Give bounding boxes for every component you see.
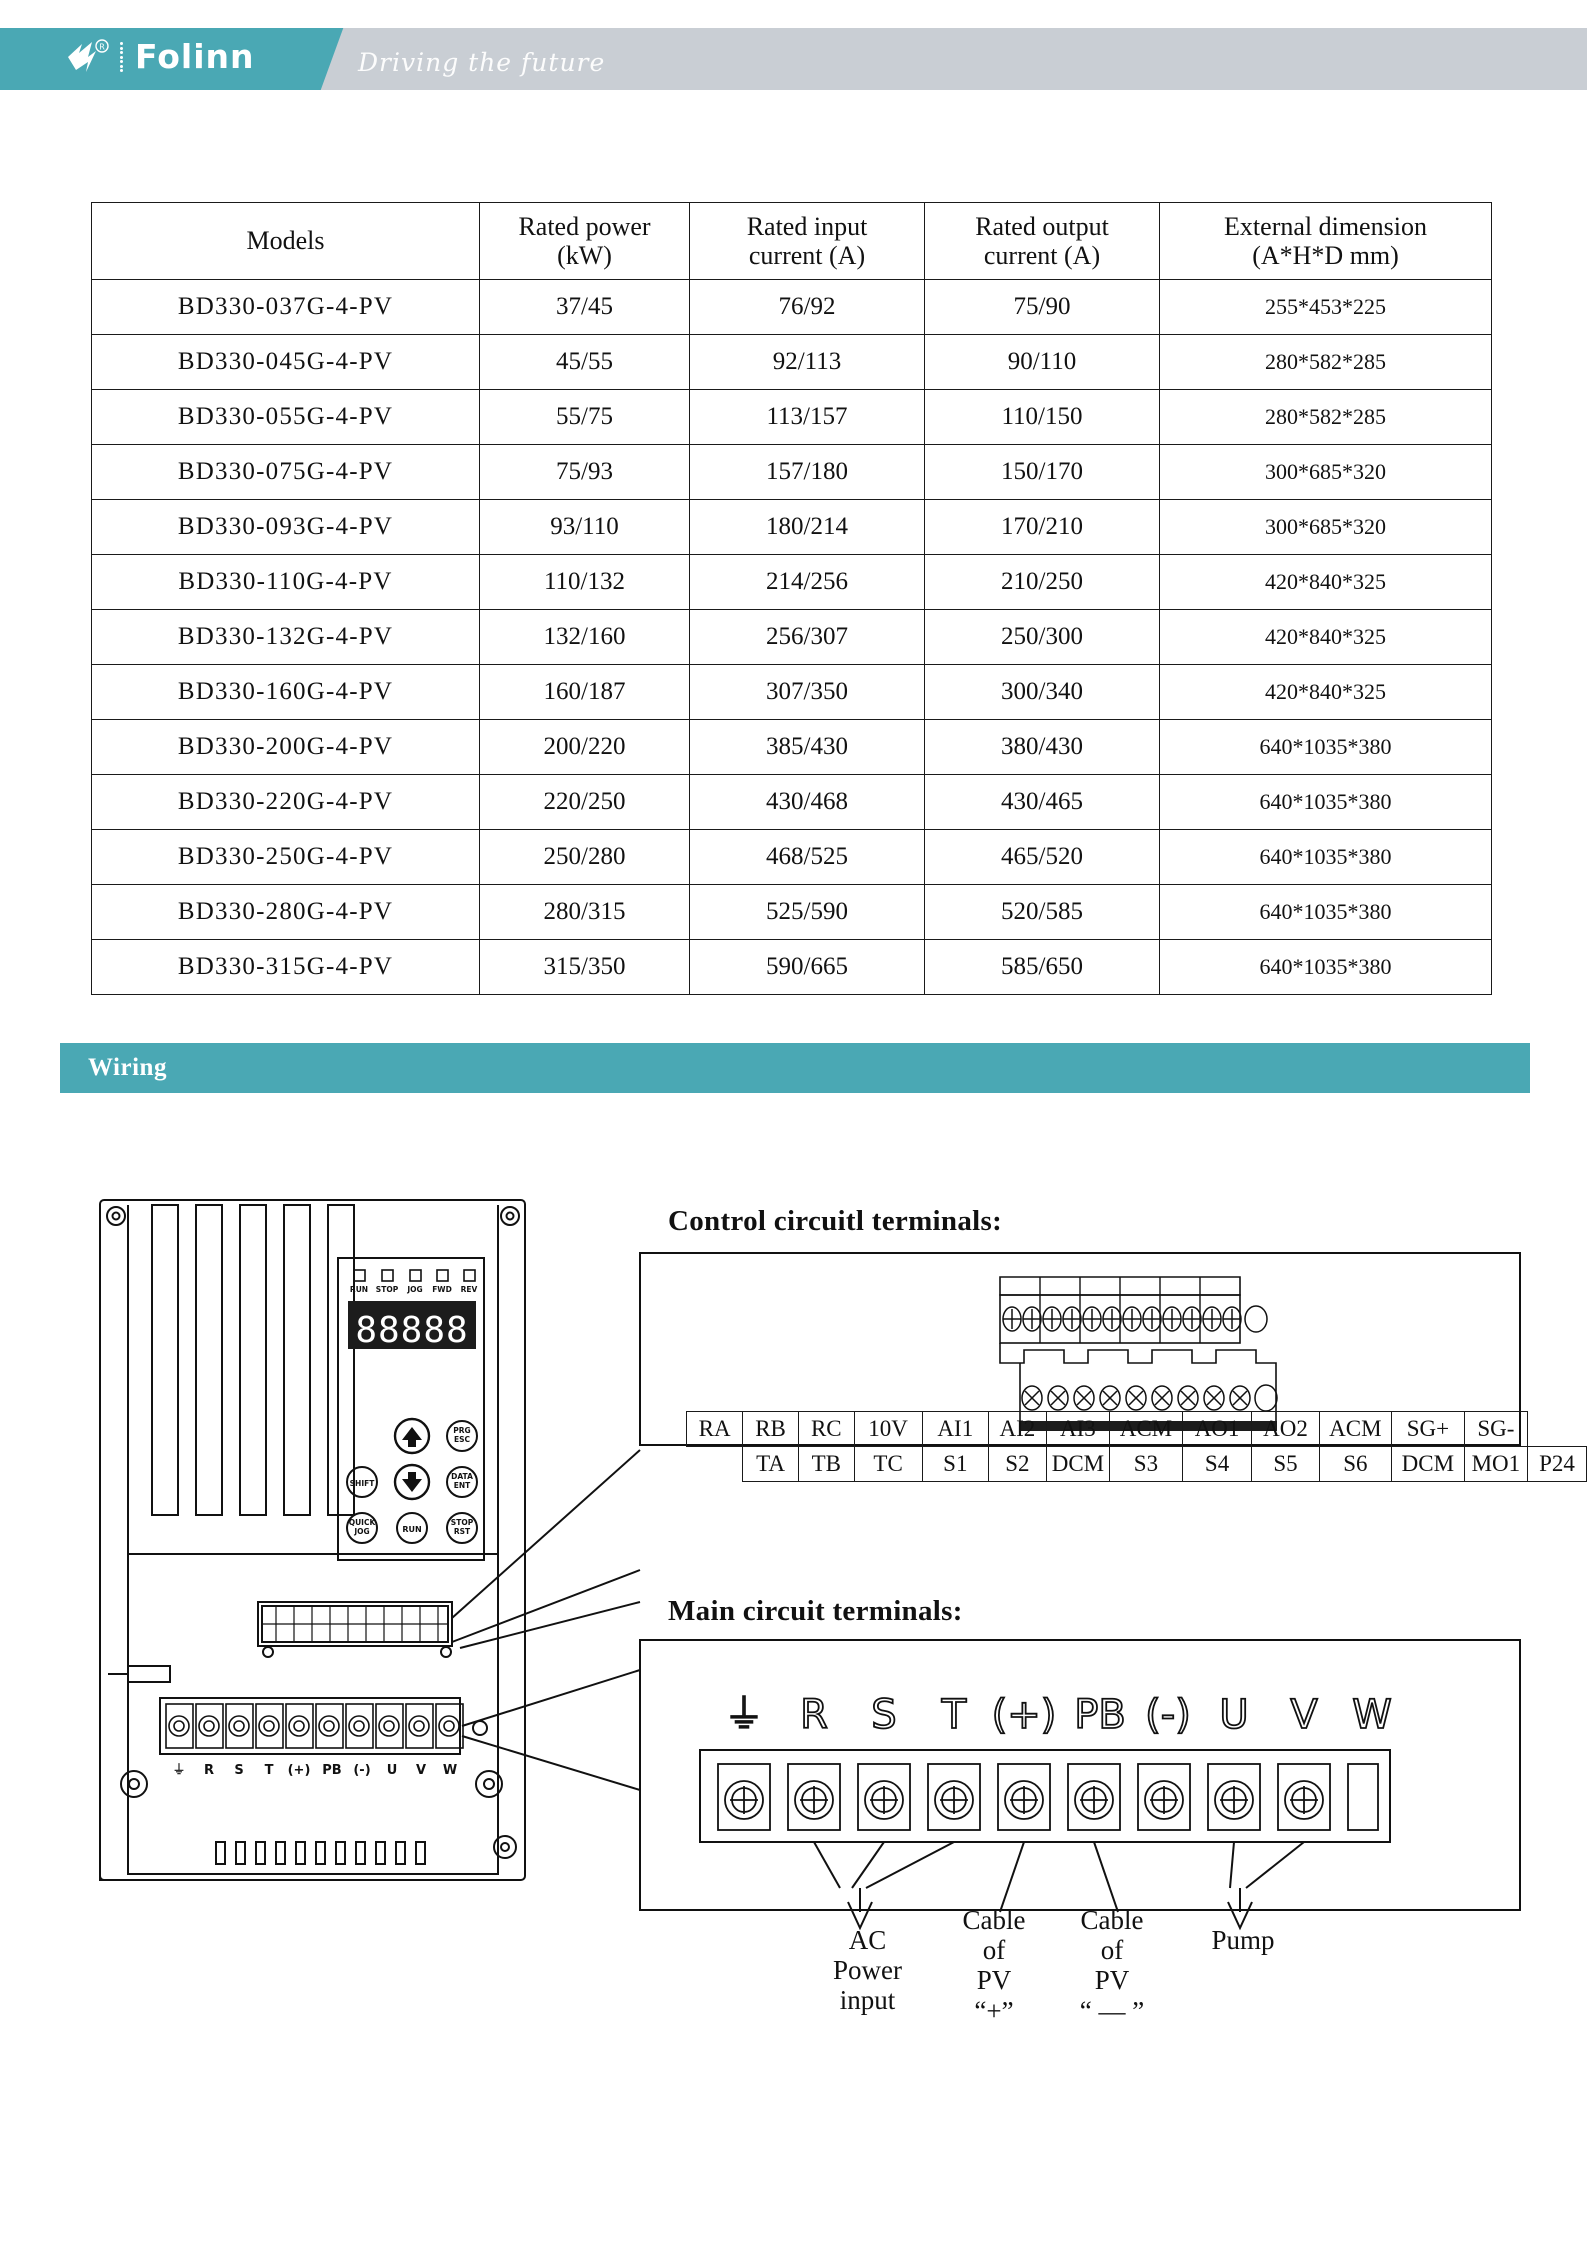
control-terminal-label-table	[686, 1411, 1587, 1482]
main-terminals-title: Main circuit terminals:	[668, 1595, 963, 1627]
led-label-rev: REV	[460, 1285, 478, 1294]
seven-segment-display: 88888	[355, 1310, 469, 1351]
cell-rated-power: 220/250	[480, 775, 690, 830]
svg-text:SHIFT: SHIFT	[349, 1479, 375, 1488]
label-line: AC	[848, 1925, 887, 1955]
led-label-jog: JOG	[407, 1285, 423, 1294]
wiring-section-bar	[60, 1043, 1530, 1093]
cell-model: BD330-110G-4-PV	[92, 555, 480, 610]
cell-rated-output-current: 75/90	[925, 280, 1160, 335]
table-row	[92, 555, 1492, 610]
brand-name: Folinn	[135, 37, 255, 76]
table-row	[92, 610, 1492, 665]
cell-rated-input-current: 468/525	[690, 830, 925, 885]
cell-external-dimension: 300*685*320	[1160, 500, 1492, 555]
cell-rated-power: 93/110	[480, 500, 690, 555]
cell-model: BD330-315G-4-PV	[92, 940, 480, 995]
svg-text:STOP: STOP	[450, 1518, 474, 1527]
cell-rated-output-current: 150/170	[925, 445, 1160, 500]
svg-text:ESC: ESC	[453, 1435, 471, 1444]
cell-rated-power: 37/45	[480, 280, 690, 335]
drive-terminal-plus: (+)	[287, 1763, 311, 1778]
control-terminal-top-ai1: AI1	[922, 1412, 989, 1447]
cell-rated-input-current: 256/307	[690, 610, 925, 665]
control-terminal-top-acm: ACM	[1110, 1412, 1183, 1447]
drive-terminal-u: U	[386, 1763, 398, 1778]
col-header-rated-input-current: Rated input current (A)	[690, 203, 925, 280]
control-terminal-bottom-s5: S5	[1252, 1447, 1319, 1482]
drive-terminal-pb: PB	[322, 1763, 342, 1778]
control-terminal-bottom-dcm: DCM	[1392, 1447, 1465, 1482]
control-terminal-row-top	[687, 1412, 1587, 1447]
cell-rated-power: 280/315	[480, 885, 690, 940]
control-terminal-top-sg: SG-	[1464, 1412, 1527, 1447]
cell-rated-power: 110/132	[480, 555, 690, 610]
control-terminal-row-bottom	[687, 1447, 1587, 1482]
control-terminal-bottom-tb: TB	[798, 1447, 854, 1482]
cell-rated-power: 160/187	[480, 665, 690, 720]
control-terminal-bottom-s1: S1	[922, 1447, 989, 1482]
cell-external-dimension: 420*840*325	[1160, 665, 1492, 720]
cell-rated-input-current: 307/350	[690, 665, 925, 720]
table-row	[92, 830, 1492, 885]
led-label-run: RUN	[349, 1285, 369, 1294]
table-row	[92, 445, 1492, 500]
svg-text:DATA: DATA	[451, 1472, 473, 1481]
cell-rated-output-current: 90/110	[925, 335, 1160, 390]
cell-model: BD330-280G-4-PV	[92, 885, 480, 940]
svg-text:V: V	[1290, 1692, 1318, 1738]
control-terminal-top-ra: RA	[687, 1412, 743, 1447]
cell-rated-power: 200/220	[480, 720, 690, 775]
label-line: input	[839, 1985, 896, 2016]
cell-model: BD330-075G-4-PV	[92, 445, 480, 500]
svg-text:⏚: ⏚	[724, 1692, 764, 1738]
cell-model: BD330-055G-4-PV	[92, 390, 480, 445]
cell-rated-output-current: 430/465	[925, 775, 1160, 830]
label-line: “+”	[974, 1995, 1014, 2026]
svg-text:W: W	[1352, 1692, 1392, 1738]
drive-terminal-s: S	[234, 1763, 244, 1778]
cell-external-dimension: 640*1035*380	[1160, 775, 1492, 830]
control-terminal-bottom-s3: S3	[1110, 1447, 1183, 1482]
drive-terminal-t: T	[264, 1763, 274, 1778]
control-terminal-bottom-ta: TA	[743, 1447, 799, 1482]
cell-rated-output-current: 210/250	[925, 555, 1160, 610]
label-cable-of-pv-plus	[935, 1905, 1053, 2026]
drive-terminal-ground: ⏚	[172, 1763, 186, 1778]
cell-rated-input-current: 430/468	[690, 775, 925, 830]
svg-text:T: T	[941, 1692, 967, 1738]
svg-text:S: S	[871, 1692, 897, 1738]
svg-text:ENT: ENT	[453, 1481, 471, 1490]
label-line: Pump	[1211, 1925, 1275, 1955]
cell-rated-input-current: 385/430	[690, 720, 925, 775]
control-terminal-bottom-dcm: DCM	[1046, 1447, 1110, 1482]
svg-text:R: R	[99, 42, 105, 52]
cell-external-dimension: 280*582*285	[1160, 335, 1492, 390]
cell-rated-output-current: 250/300	[925, 610, 1160, 665]
label-line: Power	[833, 1955, 902, 1986]
table-row	[92, 885, 1492, 940]
cell-external-dimension: 280*582*285	[1160, 390, 1492, 445]
control-terminal-top-rb: RB	[743, 1412, 799, 1447]
svg-text:(-): (-)	[1145, 1692, 1191, 1738]
cell-external-dimension: 640*1035*380	[1160, 885, 1492, 940]
control-terminal-row-offset	[687, 1447, 743, 1482]
cell-external-dimension: 420*840*325	[1160, 610, 1492, 665]
cell-external-dimension: 640*1035*380	[1160, 830, 1492, 885]
col-header-models: Models	[92, 203, 480, 280]
cell-model: BD330-220G-4-PV	[92, 775, 480, 830]
drive-terminal-v: V	[415, 1763, 427, 1778]
cell-external-dimension: 255*453*225	[1160, 280, 1492, 335]
cell-model: BD330-037G-4-PV	[92, 280, 480, 335]
cell-rated-input-current: 590/665	[690, 940, 925, 995]
label-line: “ — ”	[1079, 1995, 1145, 2026]
col-header-rated-output-current: Rated output current (A)	[925, 203, 1160, 280]
svg-text:RST: RST	[453, 1527, 471, 1536]
control-terminal-bottom-tc: TC	[854, 1447, 922, 1482]
cell-rated-input-current: 92/113	[690, 335, 925, 390]
svg-text:QUICK: QUICK	[348, 1518, 376, 1527]
control-terminal-top-ai3: AI3	[1046, 1412, 1110, 1447]
svg-text:JOG: JOG	[354, 1527, 370, 1536]
cell-rated-output-current: 465/520	[925, 830, 1160, 885]
cell-model: BD330-045G-4-PV	[92, 335, 480, 390]
cell-model: BD330-250G-4-PV	[92, 830, 480, 885]
led-label-fwd: FWD	[432, 1285, 452, 1294]
control-terminal-top-rc: RC	[798, 1412, 854, 1447]
cell-model: BD330-200G-4-PV	[92, 720, 480, 775]
folinn-mark-icon	[66, 38, 110, 76]
page-header	[0, 28, 1587, 90]
cell-rated-input-current: 157/180	[690, 445, 925, 500]
control-terminal-bottom-p24: P24	[1528, 1447, 1587, 1482]
drive-terminal-minus: (-)	[353, 1763, 371, 1778]
led-label-stop: STOP	[375, 1285, 399, 1294]
cell-model: BD330-093G-4-PV	[92, 500, 480, 555]
label-line: of	[1100, 1935, 1124, 1966]
cell-rated-input-current: 76/92	[690, 280, 925, 335]
svg-text:R: R	[800, 1692, 828, 1738]
control-terminals-title: Control circuitl terminals:	[668, 1205, 1003, 1237]
cell-external-dimension: 420*840*325	[1160, 555, 1492, 610]
label-line: PV	[976, 1965, 1012, 1996]
control-terminal-bottom-s6: S6	[1319, 1447, 1392, 1482]
label-line: of	[982, 1935, 1006, 1966]
table-header-row	[92, 203, 1492, 280]
table-row	[92, 665, 1492, 720]
control-terminal-top-sg: SG+	[1392, 1412, 1465, 1447]
control-terminal-top-acm: ACM	[1319, 1412, 1392, 1447]
cell-model: BD330-160G-4-PV	[92, 665, 480, 720]
cell-external-dimension: 640*1035*380	[1160, 720, 1492, 775]
cell-model: BD330-132G-4-PV	[92, 610, 480, 665]
cell-rated-input-current: 525/590	[690, 885, 925, 940]
control-terminal-bottom-s4: S4	[1182, 1447, 1252, 1482]
table-row	[92, 500, 1492, 555]
cell-rated-output-current: 170/210	[925, 500, 1160, 555]
label-pump	[1178, 1925, 1308, 1955]
svg-text:PB: PB	[1074, 1692, 1126, 1738]
cell-rated-power: 315/350	[480, 940, 690, 995]
cell-rated-input-current: 113/157	[690, 390, 925, 445]
main-terminal-letters	[724, 1692, 1392, 1738]
table-row	[92, 335, 1492, 390]
control-terminal-bottom-mo1: MO1	[1464, 1447, 1527, 1482]
specifications-table	[91, 202, 1492, 995]
cell-external-dimension: 300*685*320	[1160, 445, 1492, 500]
cell-rated-power: 250/280	[480, 830, 690, 885]
drive-terminal-r: R	[203, 1763, 215, 1778]
label-line: PV	[1094, 1965, 1130, 1996]
svg-text:(+): (+)	[991, 1692, 1057, 1738]
svg-text:RUN: RUN	[402, 1525, 422, 1534]
svg-text:U: U	[1219, 1692, 1249, 1738]
cell-rated-output-current: 380/430	[925, 720, 1160, 775]
cell-rated-input-current: 214/256	[690, 555, 925, 610]
logo-dot-separator	[120, 42, 125, 72]
cell-rated-output-current: 300/340	[925, 665, 1160, 720]
brand-tagline: Driving the future	[358, 48, 606, 77]
table-row	[92, 940, 1492, 995]
wiring-section-title: Wiring	[88, 1054, 167, 1081]
label-cable-of-pv-minus	[1053, 1905, 1171, 2026]
control-terminal-top-10v: 10V	[854, 1412, 922, 1447]
label-line: Cable	[1080, 1905, 1144, 1935]
cell-rated-output-current: 585/650	[925, 940, 1160, 995]
col-header-external-dimension: External dimension (A*H*D mm)	[1160, 203, 1492, 280]
cell-rated-power: 132/160	[480, 610, 690, 665]
cell-rated-output-current: 110/150	[925, 390, 1160, 445]
control-terminal-top-ao2: AO2	[1252, 1412, 1319, 1447]
table-row	[92, 775, 1492, 830]
table-row	[92, 280, 1492, 335]
label-line: Cable	[962, 1905, 1026, 1935]
table-row	[92, 390, 1492, 445]
cell-rated-power: 45/55	[480, 335, 690, 390]
brand-logo	[66, 38, 255, 76]
cell-rated-input-current: 180/214	[690, 500, 925, 555]
col-header-rated-power: Rated power (kW)	[480, 203, 690, 280]
cell-rated-power: 55/75	[480, 390, 690, 445]
table-row	[92, 720, 1492, 775]
control-terminal-top-ai2: AI2	[989, 1412, 1047, 1447]
cell-rated-output-current: 520/585	[925, 885, 1160, 940]
cell-external-dimension: 640*1035*380	[1160, 940, 1492, 995]
wiring-diagram	[0, 1150, 1587, 2245]
svg-text:PRG: PRG	[453, 1426, 471, 1435]
drive-terminal-w: W	[442, 1763, 458, 1778]
control-terminal-bottom-s2: S2	[989, 1447, 1047, 1482]
cell-rated-power: 75/93	[480, 445, 690, 500]
label-ac-power-input	[805, 1925, 930, 2016]
control-terminal-top-ao1: AO1	[1182, 1412, 1252, 1447]
